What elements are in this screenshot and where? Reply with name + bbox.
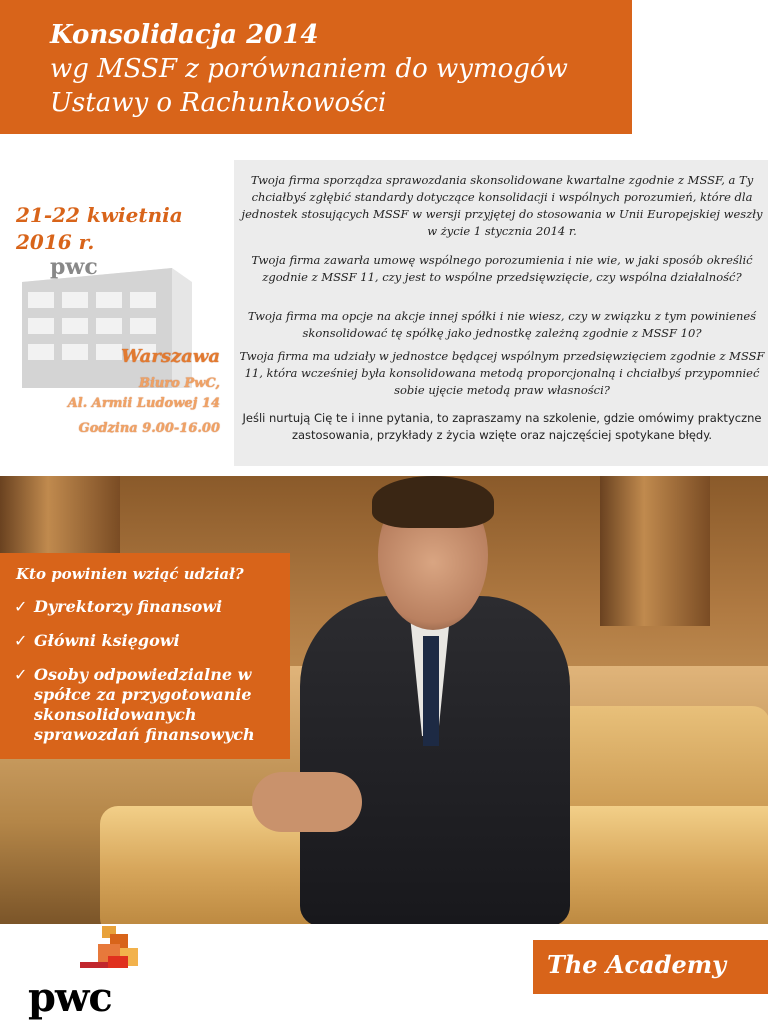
audience-item: [14, 597, 284, 617]
event-date-days: 21-22 kwietnia: [16, 203, 183, 227]
check-icon: ✓: [14, 597, 28, 616]
pwc-logo-mark-icon: [80, 926, 142, 970]
event-address: Al. Armii Ludowej 14: [67, 396, 220, 411]
photo-person-hair: [372, 476, 494, 528]
photo-person-tie: [423, 636, 439, 746]
academy-badge: [533, 940, 768, 994]
check-icon: ✓: [14, 665, 28, 684]
audience-list: [14, 597, 284, 759]
building-icon: [22, 268, 192, 388]
academy-label: The Academy: [547, 950, 727, 979]
event-venue: Biuro PwC,: [138, 376, 220, 391]
page-title: Konsolidacja 2014: [50, 20, 319, 50]
page-subtitle-line2: Ustawy o Rachunkowości: [50, 88, 387, 118]
photo-pillar-right: [600, 476, 710, 626]
description-paragraph-3: Twoja firma ma opcje na akcje innej spółki i nie wiesz, czy w związku z tym powinieneś skonsolidować tę spółkę jako jednostkę zależną zgodnie z MSSF 10?: [247, 309, 757, 340]
audience-item-label: Dyrektorzy finansowi: [34, 597, 223, 616]
photo-person-hands: [252, 772, 362, 832]
pwc-logo: pwc: [28, 974, 112, 1021]
check-icon: ✓: [14, 631, 28, 650]
event-city: Warszawa: [121, 346, 220, 367]
description-invitation: Jeśli nurtują Cię te i inne pytania, to zapraszamy na szkolenie, gdzie omówimy praktyczne zastosowania, przykłady z życia wzięte oraz najczęściej spotykane błędy.: [242, 411, 762, 442]
audience-box: [0, 553, 290, 759]
event-date: [16, 202, 183, 256]
building-logo: pwc: [50, 254, 98, 280]
description-paragraph-2: Twoja firma zawarła umowę wspólnego porozumienia i nie wie, w jaki sposób określić zgodnie z MSSF 11, czy jest to wspólne przedsięwzięcie, czy wspólna działalność?: [251, 253, 753, 284]
audience-item: [14, 631, 284, 651]
description-panel: [234, 160, 768, 466]
event-date-year: 2016 r.: [16, 230, 95, 254]
audience-item: [14, 665, 284, 745]
event-hours: Godzina 9.00-16.00: [78, 421, 220, 436]
audience-item-label: Osoby odpowiedzialne w spółce za przygotowanie skonsolidowanych sprawozdań finansowych: [34, 665, 255, 744]
description-paragraph-1: Twoja firma sporządza sprawozdania skonsolidowane kwartalne zgodnie z MSSF, a Ty chciałbyś zgłębić standardy dotyczące konsolidacji i wspólnych porozumień, które dla jednostek stosujących MSSF w wersji przyjętej do stosowania w Unii Europejskiej weszły w życie 1 stycznia 2014 r.: [241, 173, 763, 238]
page-subtitle-line1: wg MSSF z porównaniem do wymogów: [50, 54, 568, 84]
header-banner: [0, 0, 632, 134]
audience-item-label: Główni księgowi: [34, 631, 180, 650]
audience-question: Kto powinien wziąć udział?: [16, 565, 244, 583]
description-paragraph-4: Twoja firma ma udziały w jednostce będącej wspólnym przedsięwzięciem zgodnie z MSSF 11, która wcześniej była konsolidowana metodą proporcjonalną i chciałbyś przypomnieć sobie ujęcie metodą praw własności?: [239, 349, 765, 397]
